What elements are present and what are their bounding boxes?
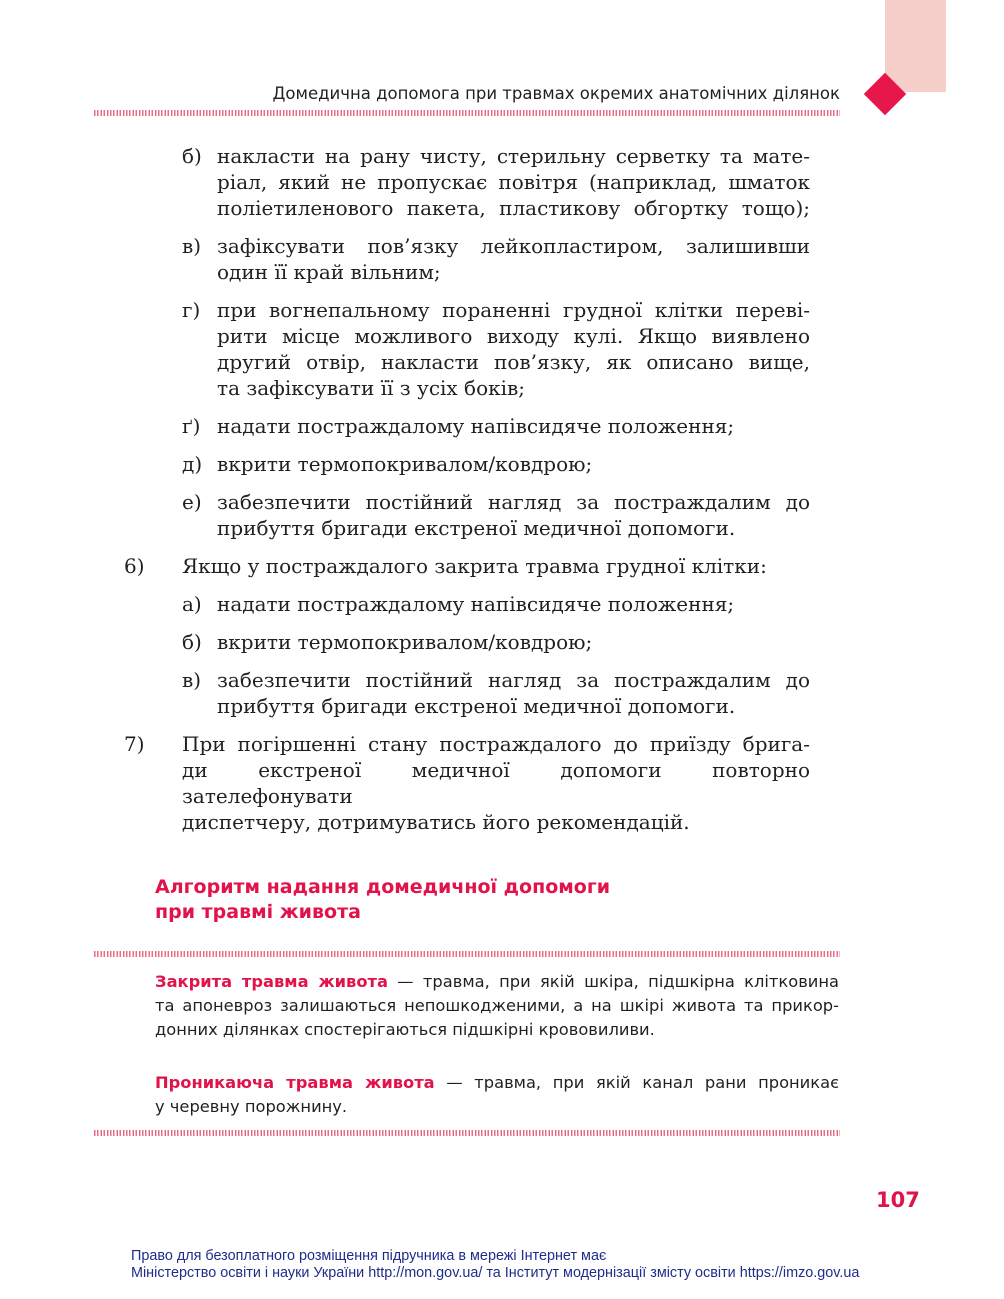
list-line: вкрити термопокривалом/ковдрою; <box>217 452 593 476</box>
list-marker: г) <box>182 298 201 322</box>
list-line: один її край вільним; <box>217 260 441 284</box>
definition-penetrating-trauma <box>155 1071 839 1119</box>
list-marker: д) <box>182 452 203 476</box>
list-line: прибуття бригади екстреної медичної допомоги. <box>217 694 736 718</box>
list-line: поліетиленового пакета, пластикову обгортку тощо); <box>217 196 810 220</box>
footer-line: Право для безоплатного розміщення підручника в мережі Інтернет має <box>131 1248 607 1264</box>
list-item <box>120 731 810 835</box>
list-item <box>120 553 810 579</box>
list-item <box>120 143 810 221</box>
list-line: рити місце можливого виходу кулі. Якщо виявлено <box>217 324 810 348</box>
section-heading <box>155 875 610 925</box>
definition-term: Проникаюча травма живота <box>155 1073 435 1092</box>
definition-term: Закрита травма живота <box>155 972 388 991</box>
list-marker: 6) <box>124 554 145 578</box>
list-line: При погіршенні стану постраждалого до приїзду брига- <box>182 732 810 756</box>
list-line: Якщо у постраждалого закрита травма грудної клітки: <box>182 554 767 578</box>
definition-closed-trauma <box>155 970 839 1042</box>
list-line: та зафіксувати її з усіх боків; <box>217 376 526 400</box>
list-item <box>120 591 810 617</box>
list-line: вкрити термопокривалом/ковдрою; <box>217 630 593 654</box>
definition-line <box>155 970 839 994</box>
list-marker: 7) <box>124 732 145 756</box>
definition-line: та апоневроз залишаються непошкодженими, а на шкірі живота та прикор- <box>155 996 839 1015</box>
list-line: надати постраждалому напівсидяче положення; <box>217 592 735 616</box>
list-line: зафіксувати пов’язку лейкопластиром, залишивши <box>217 234 810 258</box>
list-marker: е) <box>182 490 202 514</box>
instruction-list <box>120 143 810 847</box>
list-item <box>120 451 810 477</box>
list-marker: в) <box>182 234 202 258</box>
list-line: прибуття бригади екстреної медичної допомоги. <box>217 516 736 540</box>
list-item <box>120 413 810 439</box>
list-line: диспетчеру, дотримуватись його рекомендацій. <box>182 810 690 834</box>
list-line: ди екстреної медичної допомоги повторно зателефонувати <box>182 758 810 808</box>
definition-line <box>155 1071 839 1095</box>
copyright-footer <box>131 1248 859 1282</box>
footer-line: Міністерство освіти і науки України http://mon.gov.ua/ та Інститут модернізації змісту освіти https://imzo.gov.ua <box>131 1265 860 1281</box>
list-line: забезпечити постійний нагляд за постраждалим до <box>217 490 810 514</box>
list-line: другий отвір, накласти пов’язку, як описано вище, <box>217 350 810 374</box>
definition-line: у черевну порожнину. <box>155 1097 348 1116</box>
top-divider <box>94 110 840 116</box>
list-marker: б) <box>182 630 202 654</box>
section-divider <box>94 951 840 957</box>
section-heading-line: Алгоритм надання домедичної допомоги <box>155 876 611 898</box>
list-marker: а) <box>182 592 202 616</box>
list-line: надати постраждалому напівсидяче положення; <box>217 414 735 438</box>
list-marker: в) <box>182 668 202 692</box>
running-title: Домедична допомога при травмах окремих анатомічних ділянок <box>272 84 840 103</box>
bottom-divider <box>94 1130 840 1136</box>
list-marker: ґ) <box>182 414 201 438</box>
list-line: накласти на рану чисту, стерильну серветку та мате- <box>217 144 810 168</box>
corner-tab <box>885 0 946 92</box>
list-item <box>120 667 810 719</box>
list-line: ріал, який не пропускає повітря (наприклад, шматок <box>217 170 810 194</box>
definition-text: — травма, при якій шкіра, підшкірна клітковина <box>387 972 839 991</box>
page-number: 107 <box>876 1188 920 1212</box>
list-item <box>120 233 810 285</box>
definition-line: донних ділянках спостерігаються підшкірні крововиливи. <box>155 1020 655 1039</box>
definition-text: — травма, при якій канал рани проникає <box>434 1073 840 1092</box>
list-line: забезпечити постійний нагляд за постраждалим до <box>217 668 810 692</box>
list-item <box>120 297 810 401</box>
list-line: при вогнепальному пораненні грудної клітки переві- <box>217 298 810 322</box>
section-heading-line: при травмі живота <box>155 901 361 923</box>
list-item <box>120 489 810 541</box>
list-marker: б) <box>182 144 202 168</box>
list-item <box>120 629 810 655</box>
